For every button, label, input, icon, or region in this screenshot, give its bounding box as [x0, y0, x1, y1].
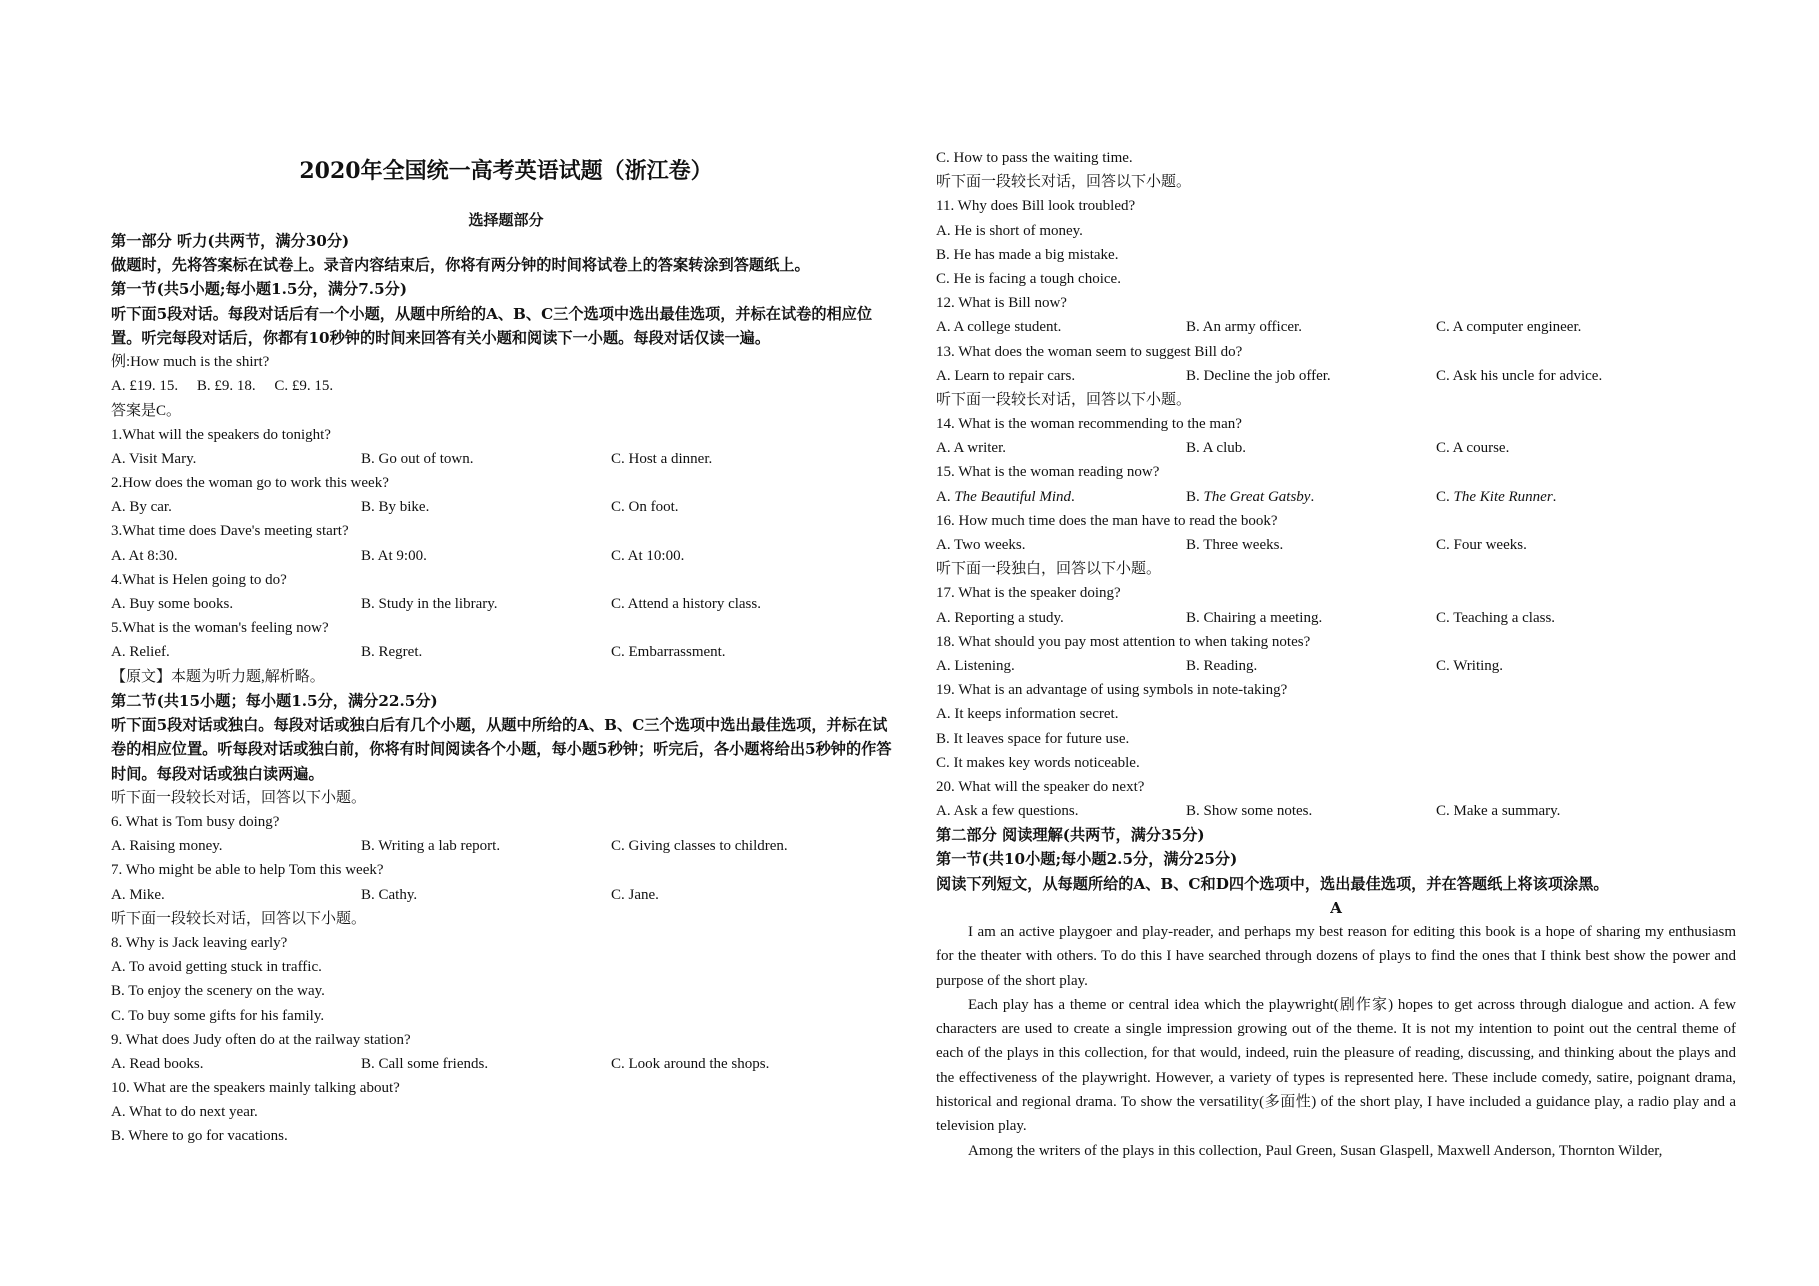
question-9-options [111, 1052, 901, 1076]
question-13: 13. What does the woman seem to suggest Bill do? [936, 343, 1243, 360]
example-answer: 答案是C。 [111, 402, 182, 419]
question-2: 2.How does the woman go to work this week? [111, 475, 389, 492]
option-c: C. At 10:00. [611, 547, 685, 564]
part2-section1-heading: 第一节(共10小题;每小题2.5分，满分25分) [936, 850, 1238, 869]
section2-instructions: 听下面5段对话或独白。每段对话或独白后有几个小题，从题中所给的A、B、C三个选项中选出最佳选项，并标在试卷的相应位置。听每段对话或独白前，你将有时间阅读各个小题，每小题5秒钟；听完后，各小题将给出5秒钟的作答时间。每段对话或独白读两遍。 [111, 715, 892, 783]
section1-instructions: 听下面5段对话。每段对话后有一个小题，从题中所给的A、B、C三个选项中选出最佳选项，并标在试卷的相应位置。听完每段对话后，你都有10秒钟的时间来回答有关小题和阅读下一小题。每段对话仅读一遍。 [111, 304, 873, 347]
question-16-options [936, 533, 1736, 557]
option-c: C. A computer engineer. [1436, 319, 1582, 336]
option-a: A. Ask a few questions. [936, 803, 1079, 820]
option-c: C. Look around the shops. [611, 1055, 770, 1072]
option-b: B. Show some notes. [1186, 803, 1313, 820]
section1-heading: 第一节(共5小题;每小题1.5分，满分7.5分) [111, 280, 408, 299]
part1-heading: 第一部分 听力(共两节，满分30分) [111, 232, 350, 250]
listen-instruction: 听下面一段独白，回答以下小题。 [936, 561, 1162, 578]
option-b: B. At 9:00. [361, 547, 427, 564]
part2-heading: 第二部分 阅读理解(共两节，满分35分) [936, 826, 1205, 845]
question-6-options [111, 834, 901, 858]
passage-paragraph-2: Each play has a theme or central idea which the playwright(剧作家) hopes to get across through dialogue and action. A few characters are used to create a single impression growing out of the theme. It is not my intention to point out the central theme of each of the plays in this collection, for that would, indeed, ruin the pleasure of reading, discussing, and thinking about the plays and the effectiveness of the playwright. However, a variety of types is represented here. These include comedy, satire, poignant drama, historical and regional drama. To show the versatility(多面性) of the short play, I have included a guidance play, a radio play and a television play. [936, 996, 1736, 1135]
question-17-options [936, 606, 1736, 630]
question-7: 7. Who might be able to help Tom this week? [111, 862, 384, 879]
listen-instruction: 听下面一段较长对话，回答以下小题。 [936, 391, 1192, 408]
option-a: A. Reporting a study. [936, 609, 1064, 626]
question-3-options [111, 544, 901, 568]
option-b: B. Writing a lab report. [361, 838, 501, 855]
passage-paragraph-3: Among the writers of the plays in this collection, Paul Green, Susan Glaspell, Maxwell Anderson, Thornton Wilder, [968, 1142, 1663, 1159]
question-19: 19. What is an advantage of using symbols in note-taking? [936, 682, 1288, 699]
part1-instructions: 做题时，先将答案标在试卷上。录音内容结束后，你将有两分钟的时间将试卷上的答案转涂到答题纸上。 [111, 256, 810, 275]
passage-paragraph-1: I am an active playgoer and play-reader, and perhaps my best reason for editing this book is a hope of sharing my enthusiasm for the theater with others. To do this I have searched through dozens of plays to find the ones that I think best show the power and purpose of the short play. [936, 924, 1736, 989]
question-17: 17. What is the speaker doing? [936, 585, 1121, 602]
question-12: 12. What is Bill now? [936, 295, 1067, 312]
question-10: 10. What are the speakers mainly talking about? [111, 1080, 400, 1097]
question-14: 14. What is the woman recommending to the man? [936, 416, 1242, 433]
option-a: A. It keeps information secret. [936, 706, 1119, 723]
period: . [1552, 488, 1557, 505]
option-b: B. Regret. [361, 644, 423, 661]
period: . [1071, 488, 1075, 505]
option-b: B. Three weeks. [1186, 537, 1284, 553]
option-c [1436, 485, 1686, 509]
option-a: A. Listening. [936, 657, 1015, 674]
question-6: 6. What is Tom busy doing? [111, 814, 280, 831]
question-9: 9. What does Judy often do at the railway station? [111, 1031, 411, 1048]
question-1-options [111, 447, 901, 471]
document-title [111, 150, 901, 235]
listen-instruction: 听下面一段较长对话，回答以下小题。 [111, 910, 367, 927]
option-b: B. Study in the library. [361, 596, 498, 613]
option-a: A. A college student. [936, 319, 1062, 336]
option-c: C. Writing. [1436, 657, 1504, 674]
option-a: A. Relief. [111, 644, 170, 661]
option-a [936, 485, 1186, 509]
option-c: C. Teaching a class. [1436, 609, 1556, 626]
option-c: C. How to pass the waiting time. [936, 150, 1133, 166]
example-options: A. £19. 15. B. £9. 18. C. £9. 15. [111, 378, 334, 395]
period: . [1310, 488, 1315, 505]
option-prefix: B. [1186, 488, 1204, 505]
option-b: B. He has made a big mistake. [936, 246, 1119, 263]
question-16: 16. How much time does the man have to read the book? [936, 512, 1278, 529]
option-a: A. Read books. [111, 1055, 204, 1072]
option-c: C. It makes key words noticeable. [936, 754, 1140, 771]
option-c: C. Four weeks. [1436, 537, 1527, 553]
section-title: 选择题部分 [468, 211, 544, 229]
option-a: A. A writer. [936, 440, 1006, 457]
book-title: The Beautiful Mind [954, 488, 1071, 505]
passage-label: A [1330, 898, 1342, 917]
question-4-options [111, 592, 901, 616]
question-7-options [111, 883, 901, 907]
option-a: A. To avoid getting stuck in traffic. [111, 959, 322, 976]
question-8: 8. Why is Jack leaving early? [111, 934, 288, 951]
example-question: 例:How much is the shirt? [111, 354, 270, 371]
question-20-options [936, 799, 1736, 823]
option-prefix: C. [1436, 488, 1454, 505]
option-a: A. What to do next year. [111, 1104, 258, 1121]
option-c: C. Ask his uncle for advice. [1436, 367, 1603, 384]
question-13-options [936, 364, 1736, 388]
question-11: 11. Why does Bill look troubled? [936, 198, 1136, 215]
left-column [111, 229, 901, 1149]
option-c: C. Embarrassment. [611, 644, 726, 661]
question-3: 3.What time does Dave's meeting start? [111, 523, 349, 540]
option-a: A. Visit Mary. [111, 450, 197, 467]
option-b: B. Reading. [1186, 657, 1258, 674]
option-a: A. At 8:30. [111, 547, 178, 564]
option-a: A. Learn to repair cars. [936, 367, 1076, 384]
book-title: The Kite Runner [1453, 488, 1553, 505]
listen-instruction: 听下面一段较长对话，回答以下小题。 [111, 789, 367, 806]
right-column [936, 146, 1736, 1163]
question-18-options [936, 654, 1736, 678]
part2-section1-instructions: 阅读下列短文，从每题所给的A、B、C和D四个选项中，选出最佳选项，并在答题纸上将该项涂黑。 [936, 874, 1609, 893]
option-b: B. To enjoy the scenery on the way. [111, 983, 325, 1000]
option-b: B. Decline the job offer. [1186, 367, 1331, 384]
option-c: C. A course. [1436, 440, 1510, 457]
book-title: The Great Gatsby [1203, 488, 1311, 505]
section2-heading: 第二节(共15小题；每小题1.5分，满分22.5分) [111, 691, 438, 710]
option-c: C. Host a dinner. [611, 450, 713, 467]
question-14-options [936, 436, 1736, 460]
option-b: B. Where to go for vacations. [111, 1128, 288, 1145]
option-b: B. By bike. [361, 499, 430, 516]
option-c: C. Jane. [611, 886, 659, 903]
question-15-options [936, 485, 1736, 509]
option-b: B. A club. [1186, 440, 1247, 457]
question-12-options [936, 315, 1736, 339]
option-b: B. Go out of town. [361, 450, 474, 467]
question-15: 15. What is the woman reading now? [936, 464, 1160, 481]
question-5-options [111, 640, 901, 664]
option-b: B. It leaves space for future use. [936, 730, 1130, 747]
option-c: C. Giving classes to children. [611, 838, 788, 855]
option-a: A. Two weeks. [936, 537, 1026, 553]
option-c: C. To buy some gifts for his family. [111, 1007, 325, 1024]
option-c: C. Make a summary. [1436, 803, 1561, 820]
source-note: 【原文】本题为听力题,解析略。 [111, 668, 325, 685]
question-18: 18. What should you pay most attention to when taking notes? [936, 633, 1311, 650]
option-prefix: A. [936, 488, 955, 505]
option-c: C. Attend a history class. [611, 596, 761, 613]
option-b [1186, 485, 1436, 509]
listen-instruction: 听下面一段较长对话，回答以下小题。 [936, 174, 1192, 191]
question-20: 20. What will the speaker do next? [936, 778, 1145, 795]
option-b: B. Chairing a meeting. [1186, 609, 1323, 626]
option-b: B. Call some friends. [361, 1055, 489, 1072]
question-1: 1.What will the speakers do tonight? [111, 426, 331, 443]
option-a: A. He is short of money. [936, 222, 1083, 239]
question-4: 4.What is Helen going to do? [111, 571, 287, 588]
question-2-options [111, 495, 901, 519]
option-a: A. By car. [111, 499, 172, 516]
option-a: A. Mike. [111, 886, 165, 903]
option-b: B. An army officer. [1186, 319, 1302, 336]
option-c: C. On foot. [611, 499, 679, 516]
option-a: A. Raising money. [111, 838, 223, 855]
option-b: B. Cathy. [361, 886, 418, 903]
option-c: C. He is facing a tough choice. [936, 270, 1121, 287]
question-5: 5.What is the woman's feeling now? [111, 620, 329, 637]
option-a: A. Buy some books. [111, 596, 234, 613]
exam-title: 2020年全国统一高考英语试题（浙江卷） [299, 158, 713, 184]
